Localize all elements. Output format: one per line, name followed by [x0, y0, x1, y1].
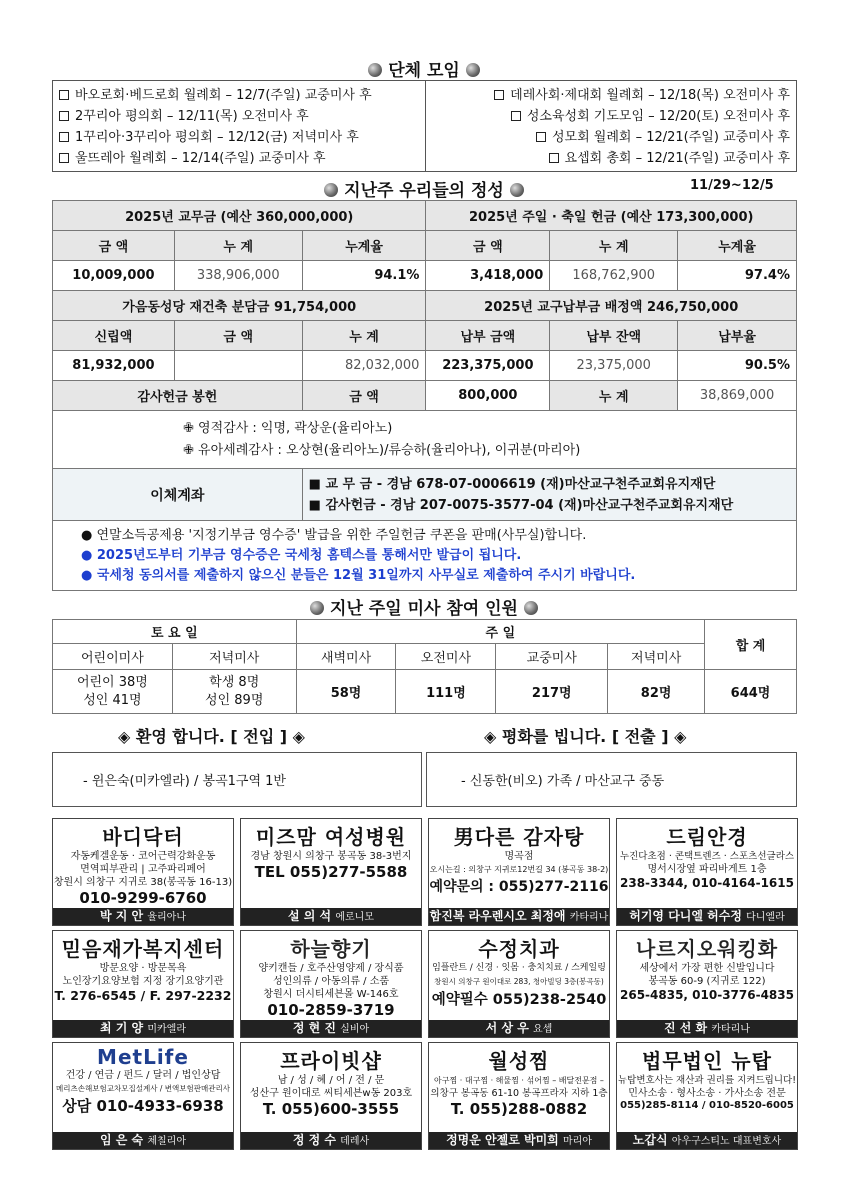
bullet-ball-icon — [310, 601, 324, 615]
cross-icon: ✙ — [183, 420, 199, 436]
ad-title: 男다른 감자탕 — [453, 825, 585, 849]
square-bullet-icon: ■ — [308, 476, 326, 492]
kyomu-budget-label: 2025년 교무금 (예산 360,000,000) — [53, 201, 426, 231]
ad-line: 세상에서 가장 편한 신발입니다 — [639, 963, 775, 974]
header-balance: 납부 잔액 — [550, 321, 678, 351]
attendance-title: 지난 주일 미사 참여 인원 — [0, 594, 848, 619]
ad-phone: 265-4835, 010-3776-4835 — [620, 988, 794, 1002]
kyomu-rate: 94.1% — [302, 261, 426, 291]
ad-owner: 함진복 라우렌시오 최정애 카타리나 — [429, 909, 609, 923]
ad-card — [52, 1042, 234, 1150]
kyomu-total: 338,906,000 — [174, 261, 302, 291]
total-header: 합 계 — [705, 620, 797, 670]
groups-right-column — [425, 81, 797, 171]
header-sun-evening-mass: 저녁미사 — [608, 644, 705, 670]
sun-evening-count: 82명 — [608, 670, 705, 714]
account-line: ■ 감사헌금 - 경남 207-0075-3577-04 (재)마산교구천주교회유지재단 — [308, 497, 734, 513]
checkbox-icon — [59, 111, 69, 121]
notice-line: ● 국세청 동의서를 제출하지 않으신 분들은 12월 31일까지 사무실로 제출하여 주시기 바랍니다. — [81, 567, 636, 583]
ad-owner: 최 기 양 미카엘라 — [53, 1020, 233, 1037]
ad-line: 노인장기요양보험 지정 장기요양기관 — [62, 976, 224, 987]
ad-phone: 예약필수 055)238-2540 — [431, 992, 607, 1008]
cross-icon: ✙ — [183, 442, 199, 458]
thanks-amount: 800,000 — [426, 381, 550, 411]
paid-balance: 23,375,000 — [550, 351, 678, 381]
offering-title: 지난주 우리들의 정성 — [0, 176, 848, 201]
bullet-ball-icon — [466, 63, 480, 77]
group-item: 1꾸리아·3꾸리아 평의회 – 12/12(금) 저녁미사 후 — [59, 127, 419, 148]
header-total: 누 계 — [174, 231, 302, 261]
ad-line: 임플란트 / 신경 · 잇몸 · 충치치료 / 스케일링 — [432, 963, 606, 973]
ad-owner: 설 의 석 에로니모 — [241, 908, 421, 925]
bullet-ball-icon — [524, 601, 538, 615]
bullet-ball-icon — [324, 183, 338, 197]
sat-evening-count: 학생 8명 성인 89명 — [172, 670, 296, 714]
saturday-header: 토 요 일 — [53, 620, 297, 644]
header-paid-rate: 납부율 — [678, 321, 797, 351]
ad-line: 명서시장옆 파리바게트 1층 — [647, 864, 767, 875]
group-item: 2꾸리아 평의회 – 12/11(목) 오전미사 후 — [59, 106, 419, 127]
main-count: 217명 — [496, 670, 608, 714]
ad-card — [428, 818, 610, 926]
sunday-total: 168,762,900 — [550, 261, 678, 291]
sunday-budget-label: 2025년 주일 · 축일 헌금 (예산 173,300,000) — [426, 201, 797, 231]
group-item: 성소육성회 기도모임 – 12/20(토) 오전미사 후 — [432, 106, 791, 127]
ad-line: 경남 창원시 의창구 봉곡동 38-3번지 — [250, 851, 412, 862]
offering-table — [52, 200, 797, 591]
ad-title: 프라이빗샵 — [280, 1049, 382, 1073]
notice-box — [53, 521, 797, 591]
ad-owner: 노갑식 아우구스티노 대표변호사 — [617, 1132, 797, 1149]
header-new: 신립액 — [53, 321, 175, 351]
ad-card — [52, 818, 234, 926]
ad-line: 방문요양 · 방문목욕 — [99, 963, 187, 974]
header-rate: 누계율 — [302, 231, 426, 261]
ad-phone: T. 276-6545 / F. 297-2232 — [54, 988, 232, 1003]
rebuild-label: 가음동성당 재건축 분담금 91,754,000 — [53, 291, 426, 321]
ad-owner: 진 선 화 카타리나 — [617, 1020, 797, 1037]
groups-left-column — [53, 81, 425, 171]
ad-phone: 010-2859-3719 — [267, 1001, 395, 1019]
ad-line: 양키캔들 / 호주산영양제 / 장식품 — [258, 963, 404, 974]
ad-phone: 055)285-8114 / 010-8520-6005 — [620, 1100, 794, 1111]
header-amount: 금 액 — [426, 231, 550, 261]
welcome-title: ◈ 환영 합니다. [ 전입 ] ◈ — [118, 727, 305, 746]
ad-card — [428, 930, 610, 1038]
ad-title: 드림안경 — [666, 825, 748, 849]
ad-title: MetLife — [97, 1045, 189, 1069]
offering-period: 11/29~12/5 — [690, 178, 774, 193]
thanks-header-amount: 금 액 — [302, 381, 426, 411]
ad-line: 메리츠손해보험교차모집설계사 / 변액보험판매관리사 — [56, 1084, 230, 1093]
thanks-total: 38,869,000 — [678, 381, 797, 411]
ad-line: 민사소송 · 형사소송 · 가사소송 전문 — [628, 1088, 786, 1099]
ad-title: 나르지오워킹화 — [635, 937, 779, 961]
ad-line: 아구찜 · 대구찜 · 해물찜 · 섞어찜 – 배달전문점 – — [434, 1076, 604, 1085]
morning-count: 111명 — [396, 670, 496, 714]
square-bullet-icon: ■ — [308, 497, 326, 513]
group-item: 바오로회·베드로회 월례회 – 12/7(주일) 교중미사 후 — [59, 85, 419, 106]
checkbox-icon — [494, 90, 504, 100]
checkbox-icon — [59, 132, 69, 142]
ad-card — [52, 930, 234, 1038]
ad-title: 바디닥터 — [102, 825, 184, 849]
bullet-ball-icon — [368, 63, 382, 77]
ad-title: 월성찜 — [488, 1049, 550, 1073]
ad-title: 수정치과 — [478, 937, 560, 961]
dawn-count: 58명 — [296, 670, 396, 714]
group-item: 데레사회·제대회 월례회 – 12/18(목) 오전미사 후 — [432, 85, 791, 106]
ad-line: 창원시 의창구 지귀로 38(봉곡동 16-13) — [53, 877, 233, 888]
dot-bullet-icon: ● — [81, 527, 97, 543]
group-item: 요셉회 총회 – 12/21(주일) 교중미사 후 — [432, 148, 791, 169]
ad-card — [616, 930, 798, 1038]
group-item: 울뜨레아 월례회 – 12/14(주일) 교중미사 후 — [59, 148, 419, 169]
total-count: 644명 — [705, 670, 797, 714]
ad-line: 성산구 원이대로 씨티세븐w동 203호 — [249, 1088, 413, 1099]
ad-owner: 박 지 안 율리아나 — [53, 908, 233, 925]
ad-card — [616, 1042, 798, 1150]
ad-title: 믿음재가복지센터 — [61, 937, 225, 961]
ad-owner: 정명운 안젤로 박미희 마리아 — [429, 1132, 609, 1149]
ad-line: 면역피부관리 | 고주파리페어 — [80, 864, 206, 875]
paid-rate: 90.5% — [678, 351, 797, 381]
ad-phone: 010-9299-6760 — [79, 889, 207, 907]
ad-card — [616, 818, 798, 926]
child-mass-count: 어린이 38명 성인 41명 — [53, 670, 173, 714]
ad-line: 누진다초점 · 콘택트렌즈 · 스포츠선글라스 — [619, 851, 795, 862]
ad-title: 하늘향기 — [290, 937, 372, 961]
notice-line: ● 2025년도부터 기부금 영수증은 국세청 홈텍스를 통해서만 발급이 됩니다. — [81, 547, 522, 563]
kyomu-amount: 10,009,000 — [53, 261, 175, 291]
groups-box — [52, 80, 797, 172]
thanks-line: ✙ 유아세례감사 : 오상현(율리아노)/류승하(율리아나), 이귀분(마리아) — [183, 442, 581, 458]
account-line: ■ 교 무 금 - 경남 678-07-0006619 (재)마산교구천주교회유지재단 — [308, 476, 716, 492]
ad-owner: 임 은 숙 체칠리아 — [53, 1132, 233, 1149]
group-item: 성모회 월례회 – 12/21(주일) 교중미사 후 — [432, 127, 791, 148]
header-sat-evening-mass: 저녁미사 — [172, 644, 296, 670]
sunday-rate: 97.4% — [678, 261, 797, 291]
ad-line: 명곡점 — [504, 851, 534, 862]
header-amount: 금 액 — [174, 321, 302, 351]
ad-phone: 상담 010-4933-6938 — [62, 1097, 224, 1115]
account-label: 이체계좌 — [53, 469, 303, 521]
ad-title: 미즈맘 여성병원 — [255, 825, 407, 849]
ad-phone: 예약문의 : 055)277-2116 — [429, 879, 609, 895]
notice-line: ● 연말소득공제용 '지정기부금 영수증' 발급을 위한 주일헌금 쿠폰을 판매(사무실)합니다. — [81, 527, 587, 543]
ad-owner: 서 상 우 요셉 — [429, 1020, 609, 1037]
ad-phone: T. 055)288-0882 — [450, 1100, 588, 1118]
header-rate: 누계율 — [678, 231, 797, 261]
new-amount: 81,932,000 — [53, 351, 175, 381]
header-total: 누 계 — [550, 231, 678, 261]
header-total: 누 계 — [302, 321, 426, 351]
checkbox-icon — [536, 132, 546, 142]
rebuild-total: 82,032,000 — [302, 351, 426, 381]
diocese-label: 2025년 교구납부금 배정액 246,750,000 — [426, 291, 797, 321]
ad-line: 봉곡동 60-9 (지귀로 122) — [648, 976, 766, 987]
rebuild-amount — [174, 351, 302, 381]
ad-line: 오시는길 : 의창구 지귀로12번길 34 (봉곡동 38-2) — [429, 865, 609, 874]
ad-line: 성인의류 / 아동의류 / 소품 — [272, 976, 390, 987]
header-morning-mass: 오전미사 — [396, 644, 496, 670]
ad-line: 건강 / 연금 / 펀드 / 달러 / 법인상담 — [65, 1070, 221, 1081]
ad-line: 뉴탑변호사는 재산과 권리를 지켜드립니다! — [617, 1075, 797, 1086]
dot-bullet-icon: ● — [81, 547, 97, 563]
groups-title: 단체 모임 — [0, 56, 848, 81]
sunday-amount: 3,418,000 — [426, 261, 550, 291]
thanks-names — [53, 411, 797, 469]
thanks-label: 감사헌금 봉헌 — [53, 381, 303, 411]
checkbox-icon — [59, 90, 69, 100]
ad-phone: 238-3344, 010-4164-1615 — [620, 876, 794, 890]
thanks-header-total: 누 계 — [550, 381, 678, 411]
checkbox-icon — [59, 153, 69, 163]
header-paid: 납부 금액 — [426, 321, 550, 351]
sunday-header: 주 일 — [296, 620, 704, 644]
ad-line: 창원시 의창구 원이대로 283, 청아빌딩 3층(봉곡동) — [434, 977, 604, 986]
ad-line: 자동케겔운동 · 코어근력강화운동 — [70, 851, 216, 862]
ad-card — [240, 1042, 422, 1150]
ad-card — [240, 818, 422, 926]
header-child-mass: 어린이미사 — [53, 644, 173, 670]
paid-amount: 223,375,000 — [426, 351, 550, 381]
ad-line: 남 / 성 / 혜 / 어 / 전 / 문 — [277, 1075, 385, 1086]
ad-title: 법무법인 뉴탑 — [642, 1049, 772, 1073]
ad-phone: TEL 055)277-5588 — [254, 863, 408, 881]
checkbox-icon — [549, 153, 559, 163]
checkbox-icon — [511, 111, 521, 121]
ad-owner: 정 정 수 데레사 — [241, 1132, 421, 1149]
farewell-box: - 신동한(비오) 가족 / 마산교구 중동 — [426, 752, 797, 807]
bullet-ball-icon — [510, 183, 524, 197]
dot-bullet-icon: ● — [81, 567, 97, 583]
ad-owner: 정 현 진 실비아 — [241, 1020, 421, 1037]
ad-card — [428, 1042, 610, 1150]
ad-card — [240, 930, 422, 1038]
ad-owner: 허기영 다니엘 허수정 다니엘라 — [617, 908, 797, 925]
attendance-table — [52, 619, 797, 714]
ad-phone: T. 055)600-3555 — [262, 1100, 400, 1118]
thanks-line: ✙ 영적감사 : 익명, 곽상운(율리아노) — [183, 420, 393, 436]
ad-line: 창원시 더시티세븐몰 W-146호 — [263, 989, 399, 1000]
header-dawn-mass: 새벽미사 — [296, 644, 396, 670]
header-amount: 금 액 — [53, 231, 175, 261]
ad-line: 의창구 봉곡동 61-10 봉곡프라자 지하 1층 — [430, 1088, 608, 1099]
farewell-title: ◈ 평화를 빕니다. [ 전출 ] ◈ — [484, 727, 687, 746]
welcome-box: - 윈은숙(미카엘라) / 봉곡1구역 1반 — [52, 752, 422, 807]
header-main-mass: 교중미사 — [496, 644, 608, 670]
account-info — [302, 469, 796, 521]
